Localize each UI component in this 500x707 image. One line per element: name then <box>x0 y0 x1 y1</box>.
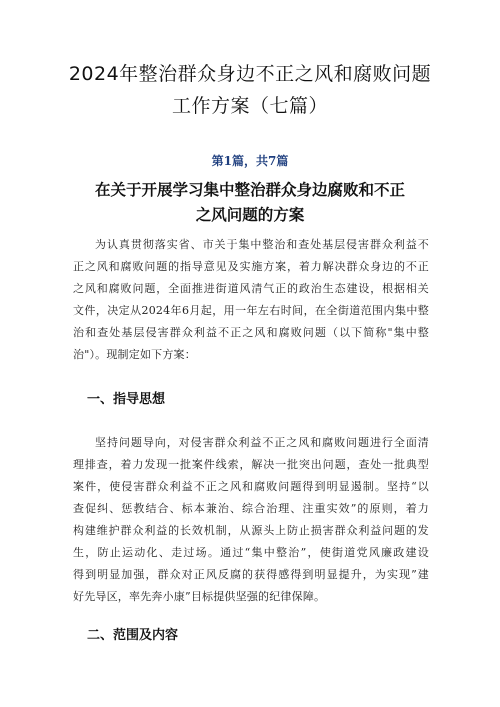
document-title-line-1: 2024年整治群众身边不正之风和腐败问题 <box>68 63 432 85</box>
section-title-line-2: 之风问题的方案 <box>195 206 305 224</box>
intro-paragraph <box>73 234 429 366</box>
guide-line-7: 得到明显加强，群众对正风反腐的获得感得到明显提升，为实现”建 <box>73 568 429 581</box>
guide-line-2: 理排查，着力发现一批案件线索，解决一批突出问题，查处一批典型 <box>73 458 429 471</box>
guide-line-8: 好先导区，率先奔小康”目标提供坚强的纪律保障。 <box>73 590 326 603</box>
intro-line-3: 之风和腐败问题，全面推进街道风清气正的政治生态建设，根据相关 <box>73 282 429 295</box>
intro-line-2: 正之风和腐败问题的指导意见及实施方案，着力解决群众身边的不正 <box>73 260 429 273</box>
intro-line-1: 为认真贯彻落实省、市关于集中整治和查处基层侵害群众利益不 <box>95 238 429 251</box>
guide-line-5: 构建维护群众利益的长效机制，从源头上防止损害群众利益问题的发 <box>73 524 429 537</box>
heading-scope-and-content: 二、范围及内容 <box>87 628 179 643</box>
intro-line-5: 治和查处基层侵害群众利益不正之风和腐败问题（以下简称"集中整 <box>73 326 429 339</box>
guiding-ideology-paragraph <box>73 432 429 608</box>
document-title <box>40 58 460 122</box>
guide-line-3: 案件，使侵害群众利益不正之风和腐败问题得到明显遏制。坚持“以 <box>73 480 429 493</box>
guide-line-1: 坚持问题导向，对侵害群众利益不正之风和腐败问题进行全面清 <box>95 436 429 449</box>
intro-line-4: 文件，决定从2024年6月起，用一年左右时间，在全街道范围内集中整 <box>73 304 429 317</box>
part-label: 第1篇，共7篇 <box>211 154 289 168</box>
intro-line-6: 治"）。现制定如下方案： <box>73 348 196 361</box>
document-title-line-2: 工作方案（七篇） <box>171 95 328 117</box>
guide-line-4: 查促纠、惩教结合、标本兼治、综合治理、注重实效”的原则，着力 <box>73 502 429 515</box>
section-title-line-1: 在关于开展学习集中整治群众身边腐败和不正 <box>94 181 405 199</box>
heading-guiding-ideology: 一、指导思想 <box>87 392 166 407</box>
guide-line-6: 生，防止运动化、走过场。通过“集中整治”，使街道党风廉政建设 <box>73 546 429 559</box>
section-title <box>60 178 440 228</box>
